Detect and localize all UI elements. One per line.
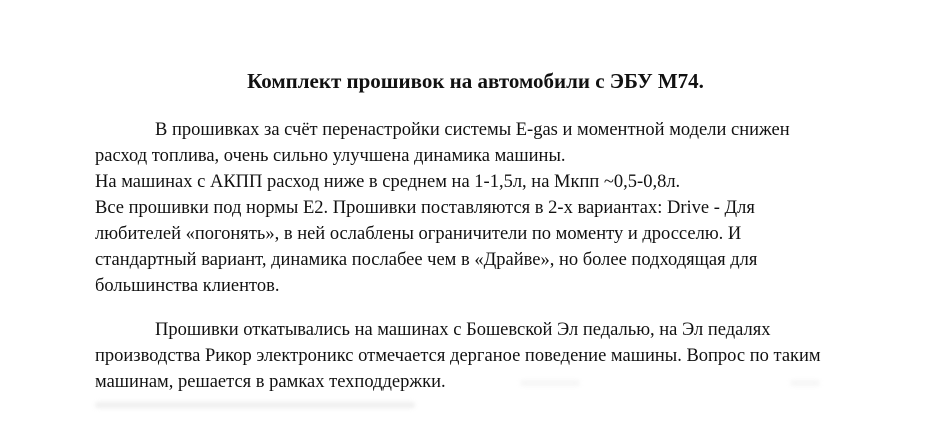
paragraph-1-line-3: На машинах с АКПП расход ниже в среднем на 1-1,5л, на Мкпп ~0,5-0,8л. — [95, 172, 681, 192]
scan-artifact — [95, 402, 415, 408]
paragraph-1-line-7: большинства клиентов. — [95, 276, 280, 296]
paragraph-1-line-2: расход топлива, очень сильно улучшена динамика машины. — [95, 146, 566, 166]
scan-artifact — [790, 380, 820, 386]
paragraph-1-line-6: стандартный вариант, динамика послабее чем в «Драйве», но более подходящая для — [95, 250, 758, 270]
document-title: Комплект прошивок на автомобили с ЭБУ М74. — [247, 69, 704, 93]
paragraph-2-line-3: машинам, решается в рамках техподдержки. — [95, 372, 446, 392]
paragraph-2-line-1: Прошивки откатывались на машинах с Бошевской Эл педалью, на Эл педалях — [155, 320, 771, 340]
paragraph-2-line-2: производства Рикор электроникс отмечается дерганое поведение машины. Вопрос по таким — [95, 346, 821, 366]
scan-artifact — [520, 380, 580, 386]
paragraph-1-line-4: Все прошивки под нормы Е2. Прошивки поставляются в 2-х вариантах: Drive - Для — [95, 198, 755, 218]
paragraph-1-line-1: В прошивках за счёт перенастройки системы E-gas и моментной модели снижен — [155, 120, 790, 140]
paragraph-1-line-5: любителей «погонять», в ней ослаблены ограничители по моменту и дросселю. И — [95, 224, 742, 244]
